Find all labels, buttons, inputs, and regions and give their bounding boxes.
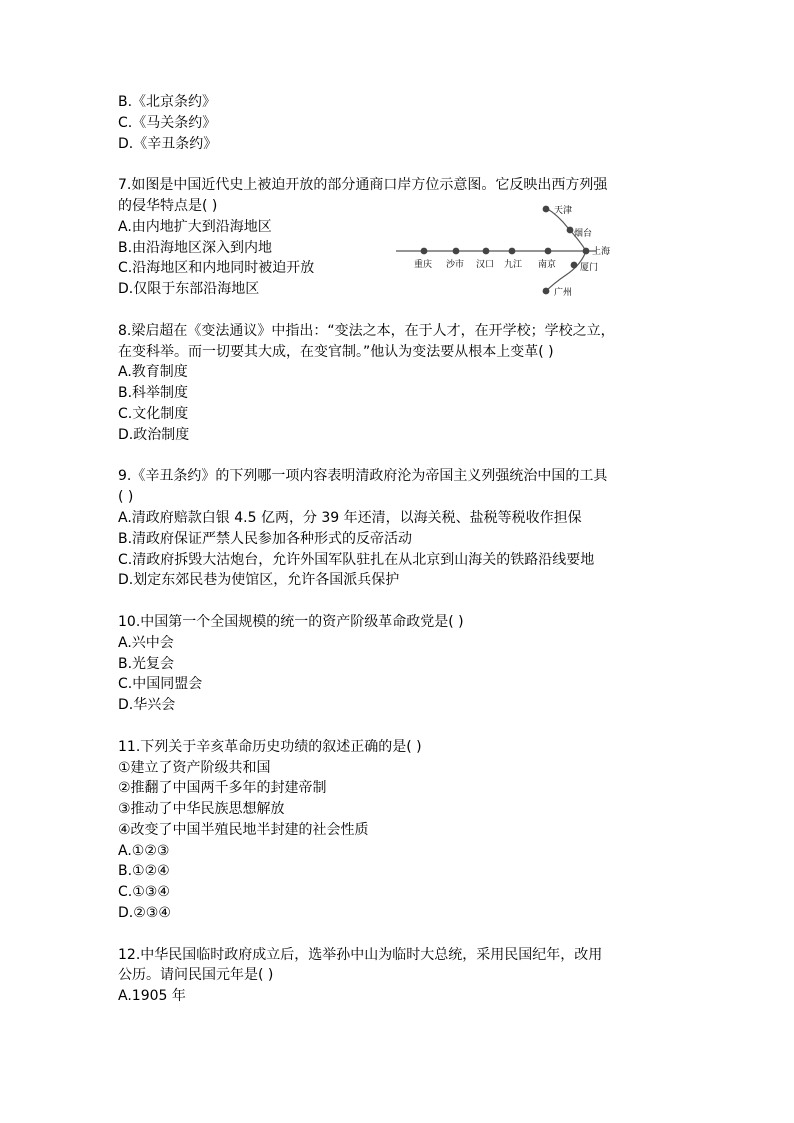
q11-option-b: B.①②④: [118, 863, 170, 880]
port-dot-chongqing: [421, 247, 428, 254]
q11-option-d: D.②③④: [118, 905, 171, 922]
port-label-guangzhou: 广州: [554, 287, 573, 298]
port-dot-nanjing: [545, 247, 552, 254]
port-label-shanghai: 上海: [592, 246, 611, 257]
q9-option-d: D.划定东郊民巷为使馆区，允许各国派兵保护: [118, 572, 400, 589]
q10-option-c: C.中国同盟会: [118, 676, 203, 693]
q10-stem: 10.中国第一个全国规模的统一的资产阶级革命政党是( ): [118, 613, 464, 630]
port-label-hankou: 汉口: [476, 259, 495, 270]
q9-stem-line1: 9.《辛丑条约》的下列哪一项内容表明清政府沦为帝国主义列强统治中国的工具: [118, 468, 608, 485]
port-dot-jiujiang: [509, 247, 516, 254]
q8-option-d: D.政治制度: [118, 426, 190, 443]
port-label-xiamen: 厦门: [580, 262, 599, 273]
q7-stem-line2: 的侵华特点是( ): [118, 197, 218, 214]
q12-stem-line1: 12.中华民国临时政府成立后，选举孙中山为临时大总统，采用民国纪年，改用: [118, 946, 603, 963]
port-label-nanjing: 南京: [538, 259, 557, 270]
q10-option-a: A.兴中会: [118, 634, 174, 651]
port-dot-yantai: [567, 226, 574, 233]
port-label-yantai: 烟台: [574, 228, 593, 239]
q9-stem-line2: ( ): [118, 489, 134, 506]
option-d: D.《辛丑条约》: [118, 135, 218, 152]
port-label-jiujiang: 九江: [504, 259, 523, 270]
q11-option-c: C.①③④: [118, 884, 170, 901]
q11-item-3: ③推动了中华民族思想解放: [118, 801, 285, 818]
treaty-ports-diagram: [396, 203, 636, 303]
port-dot-xiamen: [571, 261, 578, 268]
exam-page: [118, 92, 678, 1007]
q9-option-a: A.清政府赔款白银 4.5 亿两，分 39 年还清，以海关税、盐税等税收作担保: [118, 509, 582, 526]
q8-option-c: C.文化制度: [118, 405, 189, 422]
q12-option-a: A.1905 年: [118, 988, 186, 1005]
port-label-shashi: 沙市: [446, 259, 465, 270]
q8-option-a: A.教育制度: [118, 364, 188, 381]
port-dot-hankou: [483, 247, 490, 254]
option-b: B.《北京条约》: [118, 94, 217, 110]
q11-item-2: ②推翻了中国两千多年的封建帝制: [118, 780, 327, 797]
q7-option-b: B.由沿海地区深入到内地: [118, 239, 273, 256]
q7-stem-line1: 7.如图是中国近代史上被迫开放的部分通商口岸方位示意图。它反映出西方列强: [118, 177, 608, 194]
q10-option-d: D.华兴会: [118, 697, 176, 714]
q9-option-c: C.清政府拆毁大沽炮台，允许外国军队驻扎在从北京到山海关的铁路沿线要地: [118, 551, 595, 568]
port-dot-shashi: [453, 247, 460, 254]
q12-stem-line2: 公历。请问民国元年是( ): [118, 967, 274, 984]
q10-option-b: B.光复会: [118, 655, 175, 672]
option-c: C.《马关条约》: [118, 114, 217, 131]
port-label-chongqing: 重庆: [414, 259, 433, 270]
port-label-tianjin: 天津: [554, 205, 573, 216]
q11-item-4: ④改变了中国半殖民地半封建的社会性质: [118, 821, 369, 838]
port-dot-guangzhou: [543, 287, 550, 294]
q8-option-b: B.科举制度: [118, 385, 189, 402]
q7-option-d: D.仅限于东部沿海地区: [118, 281, 260, 298]
port-dot-shanghai: [583, 247, 590, 254]
q7-option-a: A.由内地扩大到沿海地区: [118, 218, 272, 235]
q11-item-1: ①建立了资产阶级共和国: [118, 759, 271, 776]
q11-option-a: A.①②③: [118, 842, 170, 859]
q8-stem-line2: 在变科举。而一切要其大成，在变官制。”他认为变法要从根本上变革( ): [118, 343, 554, 360]
q7-option-c: C.沿海地区和内地同时被迫开放: [118, 260, 315, 277]
q8-stem-line1: 8.梁启超在《变法通议》中指出：“变法之本，在于人才，在开学校；学校之立，: [118, 322, 615, 339]
q9-option-b: B.清政府保证严禁人民参加各种形式的反帝活动: [118, 530, 413, 547]
q11-stem: 11.下列关于辛亥革命历史功绩的叙述正确的是( ): [118, 738, 422, 755]
port-dot-tianjin: [543, 205, 550, 212]
